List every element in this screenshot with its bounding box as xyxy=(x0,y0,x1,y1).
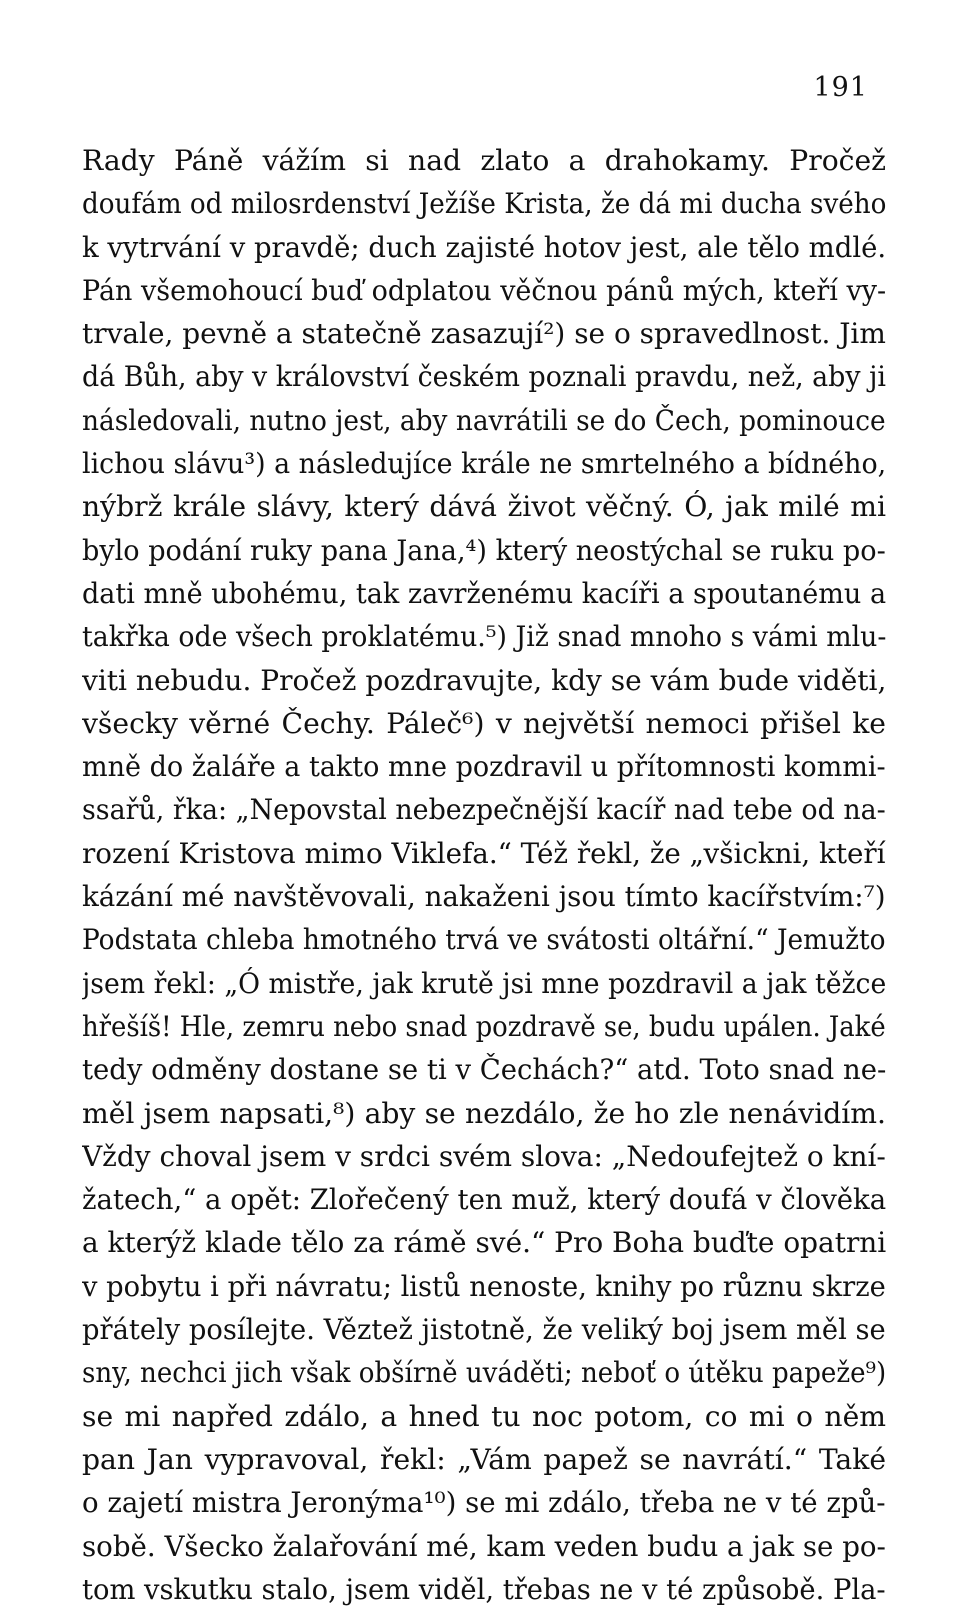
text-line: se mi napřed zdálo, a hned tu noc potom, co mi o něm xyxy=(82,1399,886,1433)
text-line: měl jsem napsati,⁸) aby se nezdálo, že ho zle nenávidím. xyxy=(82,1096,886,1130)
text-line: v pobytu i při návratu; listů nenoste, knihy po různu skrze xyxy=(82,1269,886,1303)
text-line: všecky věrné Čechy. Páleč⁶) v největší nemoci přišel ke xyxy=(82,706,886,740)
text-line: o zajetí mistra Jeronýma¹⁰) se mi zdálo, třeba ne v té způ- xyxy=(82,1486,886,1520)
text-line: k vytrvání v pravdě; duch zajisté hotov jest, ale tělo mdlé. xyxy=(82,230,886,264)
text-line: dati mně ubohému, tak zavrženému kacíři a spoutanému a xyxy=(82,576,886,610)
text-line: dá Bůh, aby v království českém poznali pravdu, než, aby ji xyxy=(82,360,886,394)
text-line: Podstata chleba hmotného trvá ve svátosti oltářní.“ Jemužto xyxy=(82,923,886,957)
text-line: sny, nechci jich však obšírně uváděti; neboť o útěku papeže⁹) xyxy=(82,1356,886,1390)
text-line: Rady Páně vážím si nad zlato a drahokamy. Pročež xyxy=(82,144,886,177)
text-line: trvale, pevně a statečně zasazují²) se o spravedlnost. Jim xyxy=(82,317,886,351)
text-line: přátely posílejte. Věztež jistotně, že veliký boj jsem měl se xyxy=(82,1313,886,1347)
text-line: rození Kristova mimo Viklefa.“ Též řekl, že „všickni, kteří xyxy=(82,836,886,870)
text-line: žatech,“ a opět: Zlořečený ten muž, který doufá v člověka xyxy=(82,1183,886,1217)
page-number: 191 xyxy=(813,72,868,103)
text-line: tom vskutku stalo, jsem viděl, třebas ne v té způsobě. Pla- xyxy=(82,1572,886,1606)
text-line: bylo podání ruky pana Jana,⁴) který neostýchal se ruku po- xyxy=(82,533,886,567)
text-line: lichou slávu³) a následujíce krále ne smrtelného a bídného, xyxy=(82,447,886,481)
text-line: jsem řekl: „Ó mistře, jak krutě jsi mne pozdravil a jak těžce xyxy=(82,966,886,1000)
text-line: nýbrž krále slávy, který dává život věčný. Ó, jak milé mi xyxy=(82,490,886,524)
text-line: ssařů, řka: „Nepovstal nebezpečnější kacíř nad tebe od na- xyxy=(82,793,886,827)
body-text xyxy=(82,139,886,1611)
text-line: viti nebudu. Pročež pozdravujte, kdy se vám bude viděti, xyxy=(82,663,886,697)
text-line: tedy odměny dostane se ti v Čechách?“ atd. Toto snad ne- xyxy=(82,1053,886,1087)
text-line: hřešíš! Hle, zemru nebo snad pozdravě se, budu upálen. Jaké xyxy=(82,1009,886,1043)
text-line: Pán všemohoucí buď odplatou věčnou pánů mých, kteří vy- xyxy=(82,273,886,307)
text-line: sobě. Všecko žalařování mé, kam veden budu a jak se po- xyxy=(82,1529,886,1563)
text-line: pan Jan vypravoval, řekl: „Vám papež se navrátí.“ Také xyxy=(82,1442,886,1476)
text-line: kázání mé navštěvovali, nakaženi jsou tímto kacířstvím:⁷) xyxy=(82,880,886,914)
text-line: Vždy choval jsem v srdci svém slova: „Nedoufejtež o kní- xyxy=(82,1139,886,1173)
text-line: takřka ode všech proklatému.⁵) Již snad mnoho s vámi mlu- xyxy=(82,620,886,654)
text-line: následovali, nutno jest, aby navrátili se do Čech, pominouce xyxy=(82,403,886,437)
text-line: mně do žaláře a takto mne pozdravil u přítomnosti kommi- xyxy=(82,750,886,784)
text-line: doufám od milosrdenství Ježíše Krista, že dá mi ducha svého xyxy=(82,187,886,221)
text-line: a kterýž klade tělo za rámě své.“ Pro Boha buďte opatrni xyxy=(82,1226,886,1260)
